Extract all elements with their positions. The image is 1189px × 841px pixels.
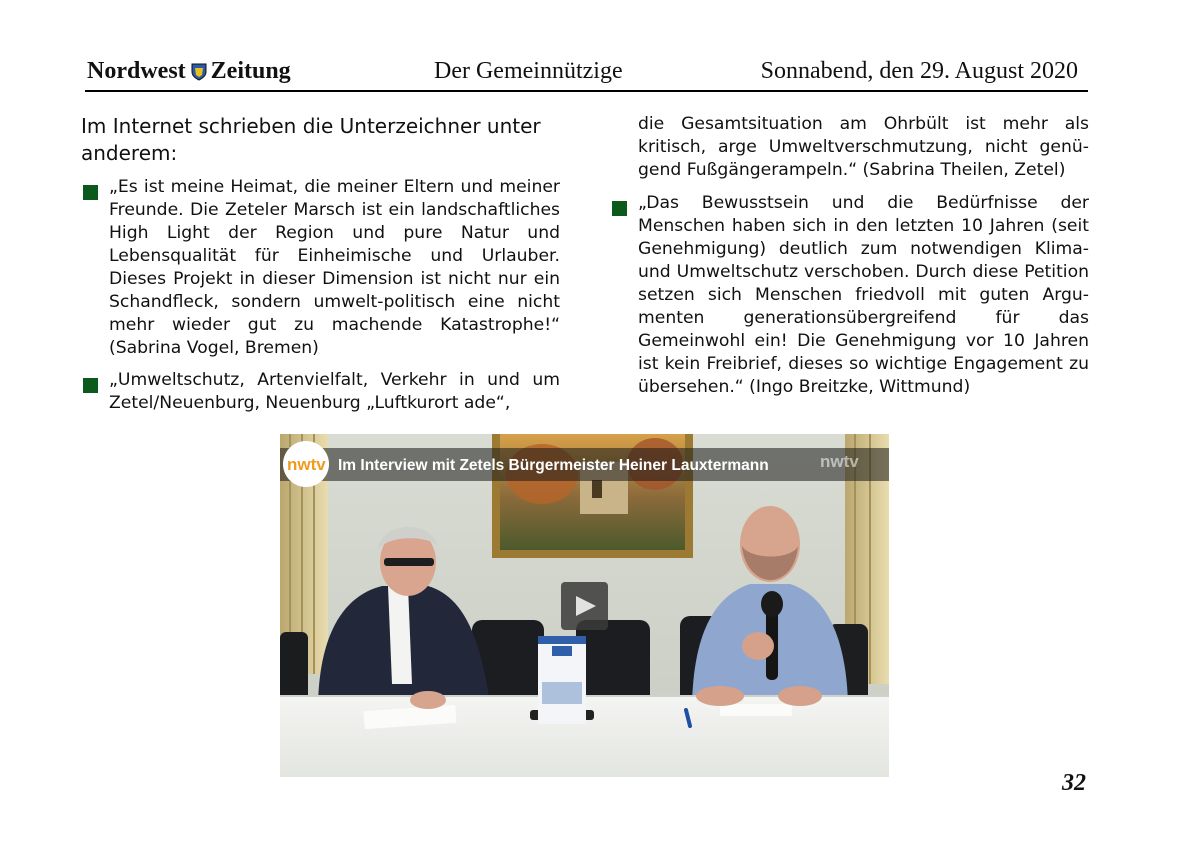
video-title: Im Interview mit Zetels Bürgermeister Heiner Lauxtermann — [338, 457, 769, 474]
watermark-logo: nwtv — [820, 452, 859, 471]
page-number: 32 — [1062, 770, 1086, 796]
video-player[interactable] — [280, 434, 889, 777]
right-column — [610, 113, 1089, 399]
issue-date: Sonnabend, den 29. August 2020 — [760, 58, 1078, 84]
quote-continuation — [610, 113, 1089, 182]
quote-item — [81, 369, 560, 415]
channel-logo-icon: nwtv — [287, 455, 326, 474]
square-bullet-icon — [83, 185, 98, 200]
page-header — [85, 56, 1088, 92]
quote-text: „Das Bewusstsein und die Bedürfnisse der Menschen haben sich in den letzten 10 Jahren (seit Genehmigung) deutlich zum notwendigen Klima- und Umweltschutz verschoben. Durch diese Petition setzen sich Menschen friedvoll mit guten Argu-menten generationsübergreifend für das Gemeinwohl ein! Die Genehmigung vor 10 Jahren ist kein Freibrief, dieses so wichtige Engagement zu übersehen.“ (Ingo Breitzke, Wittmund) — [638, 193, 1089, 397]
square-bullet-icon — [83, 378, 98, 393]
quote-item — [81, 176, 560, 360]
newspaper-brand — [87, 58, 291, 85]
square-bullet-icon — [612, 201, 627, 216]
left-column — [81, 113, 560, 415]
coat-of-arms-icon — [191, 63, 207, 81]
brand-name-right: Zeitung — [210, 58, 291, 84]
intro-text: Im Internet schrieben die Unterzeichner unter anderem: — [81, 114, 541, 165]
brand-name-left: Nordwest — [87, 58, 186, 84]
quote-text: „Umweltschutz, Artenvielfalt, Verkehr in und um Zetel/Neuenburg, Neuenburg „Luftkurort ade“, — [109, 370, 560, 413]
section-title: Der Gemeinnützige — [434, 58, 623, 84]
quote-item — [610, 192, 1089, 399]
quote-text: „Es ist meine Heimat, die meiner Eltern und meiner Freunde. Die Zeteler Marsch ist ein landschaftliches High Light der Region und pure Natur und Lebensqualität für Einheimische und Urlauber. Dieses Projekt in dieser Dimension ist nicht nur ein Schandfleck, sondern umwelt-politisch eine nicht mehr wieder gut zu machende Katastrophe!“ (Sabrina Vogel, Bremen) — [109, 177, 560, 358]
video-frame — [280, 434, 889, 777]
quote-text: die Gesamtsituation am Ohrbült ist mehr als kritisch, arge Umweltverschmutzung, nicht genü-gend Fußgängerampeln.“ (Sabrina Theilen, Zetel) — [638, 114, 1089, 180]
